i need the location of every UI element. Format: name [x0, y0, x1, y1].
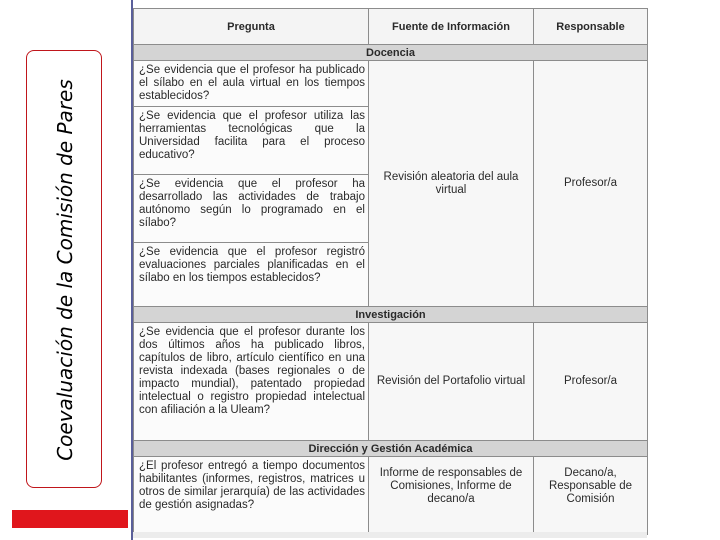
section-title: Investigación	[134, 307, 648, 323]
header-pregunta: Pregunta	[134, 9, 369, 45]
header-responsable: Responsable	[534, 9, 648, 45]
evaluation-table-document	[133, 8, 647, 538]
responsible-cell: Profesor/a	[534, 61, 648, 307]
question-cell: ¿Se evidencia que el profesor durante los dos últimos años ha publicado libros, capítulos de libro, artículo científico en una revista indexada (bases regionales o de impacto mundial), patentado propiedad intelectual o registro propiedad intelectual con afiliación a la Uleam?	[134, 323, 369, 441]
side-label: Coevaluación de la Comisión de Pares	[53, 79, 77, 461]
section-row-investigacion	[134, 307, 648, 323]
section-row-direccion	[134, 441, 648, 457]
responsible-cell: Decano/a, Responsable de Comisión	[534, 457, 648, 535]
source-cell: Informe de responsables de Comisiones, Informe de decano/a	[369, 457, 534, 535]
responsible-cell: Profesor/a	[534, 323, 648, 441]
question-cell: ¿Se evidencia que el profesor ha publicado el sílabo en el aula virtual en los tiempos establecidos?	[134, 61, 369, 107]
table-row	[134, 61, 648, 107]
scan-edge	[133, 532, 647, 538]
question-cell: ¿Se evidencia que el profesor utiliza las herramientas tecnológicas que la Universidad facilita para el proceso educativo?	[134, 107, 369, 175]
evaluation-table	[133, 8, 648, 535]
source-cell: Revisión del Portafolio virtual	[369, 323, 534, 441]
accent-red-bar	[12, 510, 128, 528]
source-cell: Revisión aleatoria del aula virtual	[369, 61, 534, 307]
question-cell: ¿Se evidencia que el profesor ha desarrollado las actividades de trabajo autónomo según lo programado en el sílabo?	[134, 175, 369, 243]
table-row	[134, 457, 648, 535]
section-row-docencia	[134, 45, 648, 61]
header-fuente: Fuente de Información	[369, 9, 534, 45]
question-cell: ¿Se evidencia que el profesor registró evaluaciones parciales planificadas en el sílabo en los tiempos establecidos?	[134, 243, 369, 307]
section-title: Docencia	[134, 45, 648, 61]
table-row	[134, 323, 648, 441]
section-title: Dirección y Gestión Académica	[134, 441, 648, 457]
side-label-box	[26, 50, 102, 488]
table-header-row	[134, 9, 648, 45]
question-cell: ¿El profesor entregó a tiempo documentos habilitantes (informes, registros, matrices u otros de similar jerarquía) de las actividades de gestión asignadas?	[134, 457, 369, 535]
